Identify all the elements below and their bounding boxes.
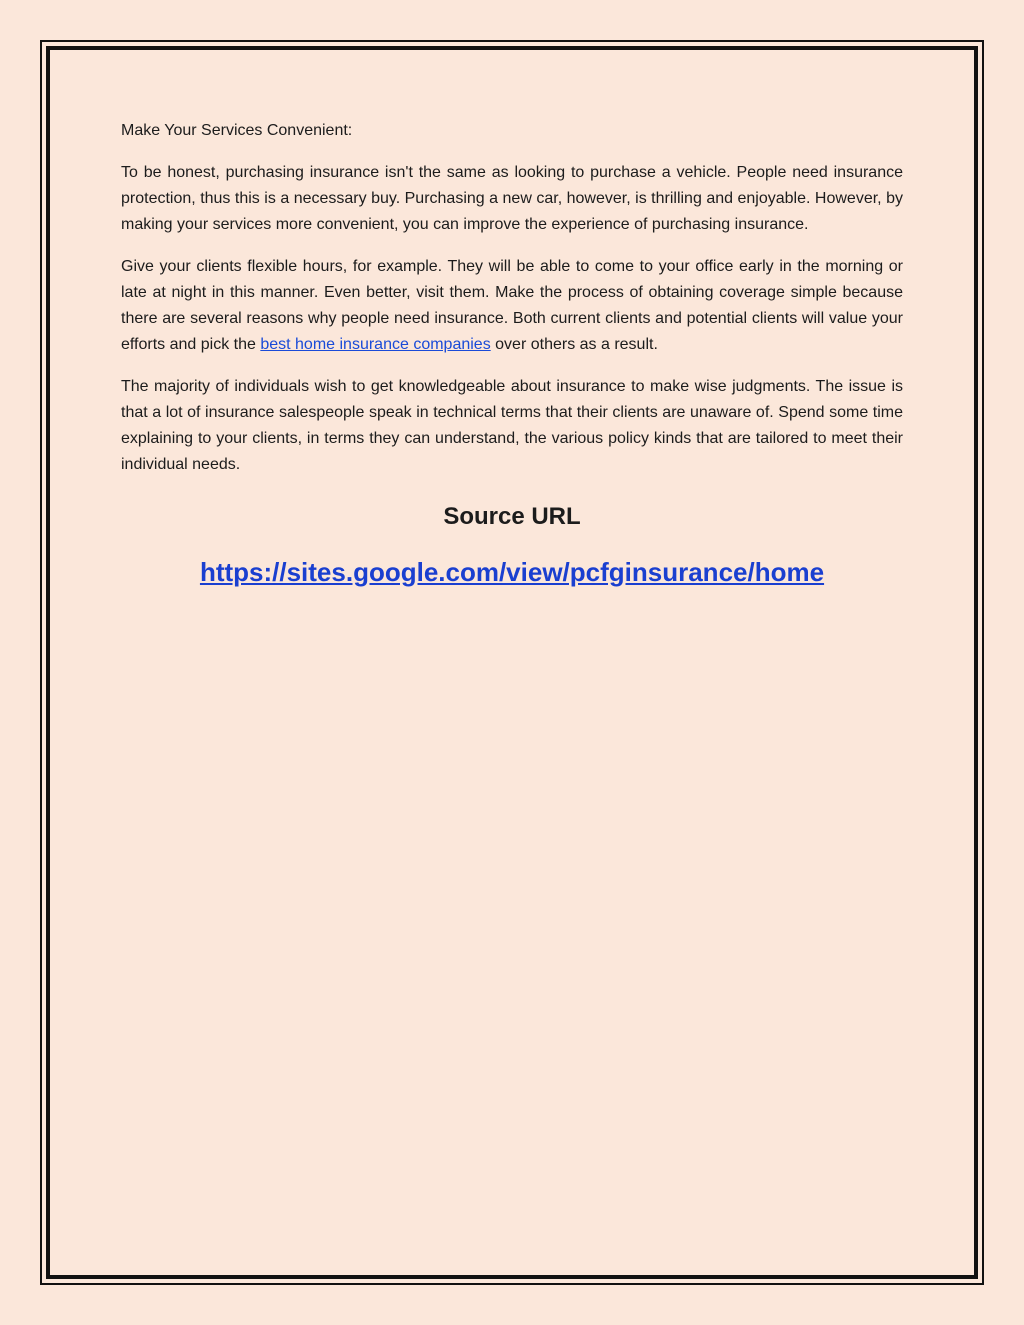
paragraph-2	[121, 254, 903, 358]
paragraph-1: To be honest, purchasing insurance isn't the same as looking to purchase a vehicle. People need insurance protection, thus this is a necessary buy. Purchasing a new car, however, is thrilling and enjoyable. However, by making your services more convenient, you can improve the experience of purchasing insurance.	[121, 164, 903, 233]
paragraph-3: The majority of individuals wish to get knowledgeable about insurance to make wise judgments. The issue is that a lot of insurance salespeople speak in technical terms that their clients are unaware of. Spend some time explaining to your clients, in terms they can understand, the various policy kinds that are tailored to meet their individual needs.	[121, 378, 903, 473]
section-heading: Make Your Services Convenient:	[121, 122, 353, 139]
source-url-title: Source URL	[443, 503, 581, 530]
best-home-insurance-link[interactable]: best home insurance companies	[260, 336, 491, 353]
paragraph-2-text-before: Give your clients flexible hours, for example. They will be able to come to your office early in the morning or late at night in this manner. Even better, visit them. Make the process of obtaining coverage simple because there are several reasons why people need insurance. Both current clients and potential clients will value your efforts and pick the	[121, 258, 903, 353]
paragraph-2-text-after: over others as a result.	[490, 336, 658, 353]
source-url-link[interactable]: https://sites.google.com/view/pcfginsurance/home	[199, 557, 825, 587]
document-body	[121, 118, 903, 588]
